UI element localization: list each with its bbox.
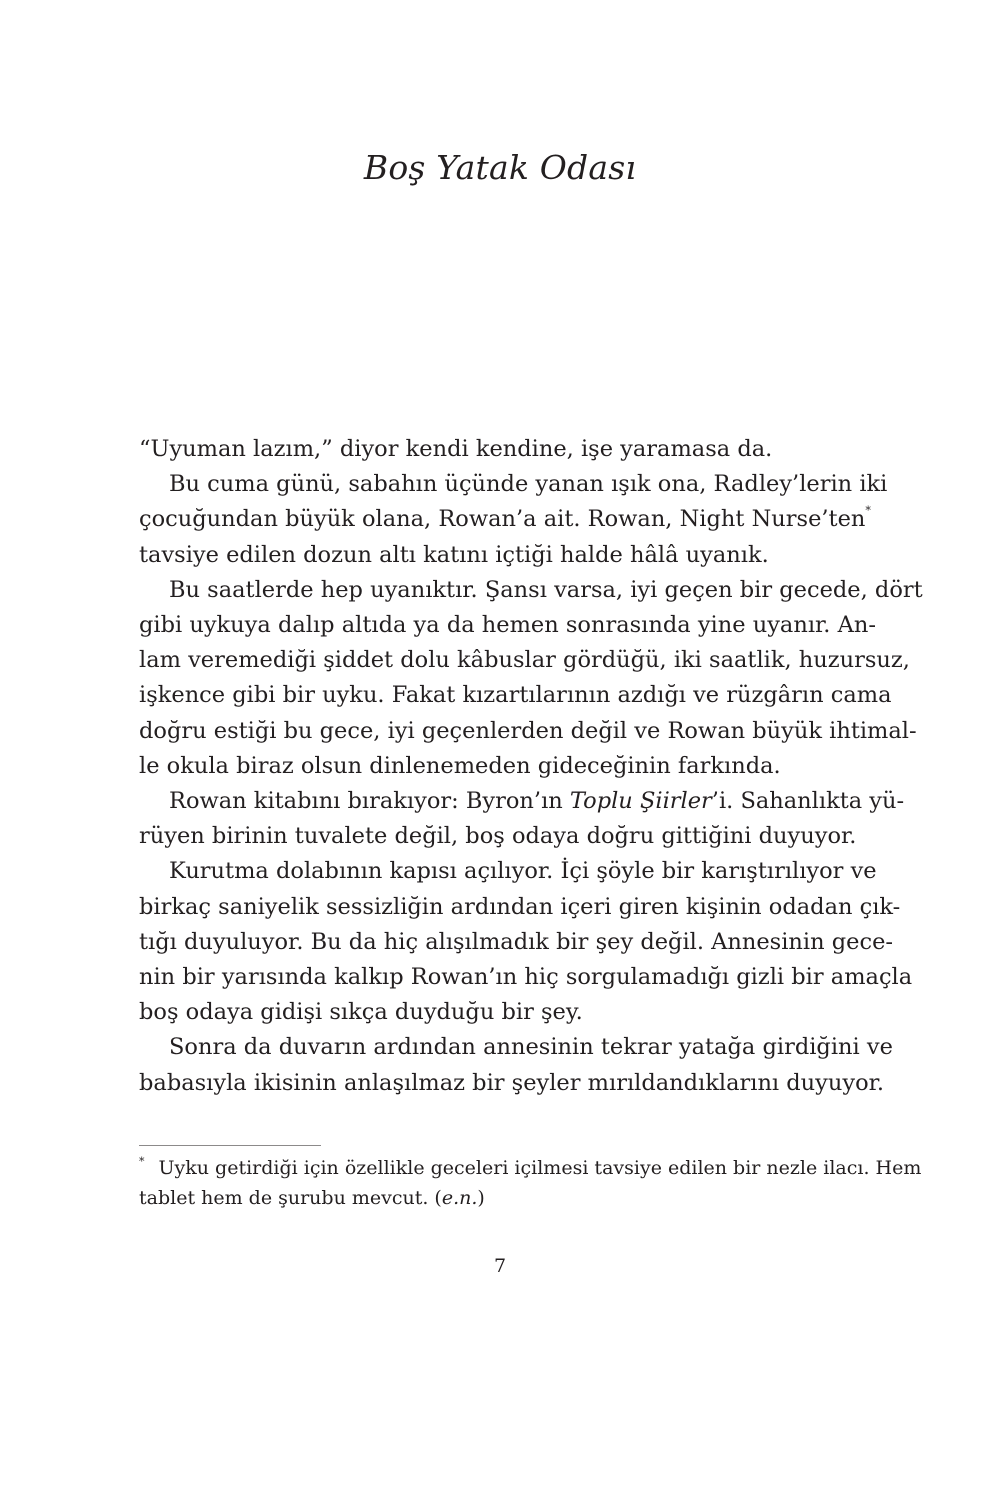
text-line: Kurutma dolabının kapısı açılıyor. İçi şöyle bir karıştırılıyor ve <box>169 858 877 885</box>
page-number: 7 <box>493 1255 507 1277</box>
text-line: “Uyuman lazım,” diyor kendi kendine, işe yaramasa da. <box>139 436 773 462</box>
text-segment: Rowan kitabını bırakıyor: Byron’ın <box>169 788 570 815</box>
paragraph-3 <box>139 573 923 784</box>
paragraph-2 <box>139 467 888 573</box>
text-line <box>139 502 871 537</box>
book-title: Toplu Şiirler <box>569 788 712 815</box>
text-line: tığı duyuluyor. Bu da hiç alışılmadık bir şey değil. Annesinin gece- <box>139 928 893 955</box>
paragraph-5 <box>139 854 913 1030</box>
text-line: boş odaya gidişi sıkça duyduğu bir şey. <box>139 999 583 1026</box>
text-line: işkence gibi bir uyku. Fakat kızartılarının azdığı ve rüzgârın cama <box>139 682 892 709</box>
text-segment: ) <box>477 1187 485 1209</box>
text-line: babasıyla ikisinin anlaşılmaz bir şeyler mırıldandıklarını duyuyor. <box>139 1069 885 1096</box>
footnote-marker: * <box>139 1155 145 1168</box>
text-segment: çocuğundan büyük olana, Rowan’a ait. Rowan, Night Nurse’ten <box>139 506 866 533</box>
text-line: doğru estiği bu gece, iyi geçenlerden değil ve Rowan büyük ihtimal- <box>139 717 917 744</box>
paragraph-4 <box>139 784 905 854</box>
text-line: lam veremediği şiddet dolu kâbuslar gördüğü, iki saatlik, huzursuz, <box>139 647 910 674</box>
text-line: nin bir yarısında kalkıp Rowan’ın hiç sorgulamadığı gizli bir amaçla <box>139 964 913 991</box>
text-segment: ’i. Sahanlıkta yü- <box>711 788 905 815</box>
chapter-title: Boş Yatak Odası <box>363 148 637 187</box>
text-line: birkaç saniyelik sessizliğin ardından içeri giren kişinin odadan çık- <box>139 893 901 920</box>
editor-note-abbreviation: e.n. <box>441 1187 478 1209</box>
text-line <box>139 1183 864 1213</box>
text-line <box>139 1153 922 1183</box>
footnote-reference: * <box>865 504 871 518</box>
text-segment: tablet hem de şurubu mevcut. ( <box>139 1187 442 1209</box>
text-line: Bu cuma günü, sabahın üçünde yanan ışık ona, Radley’lerin iki <box>169 471 888 498</box>
paragraph-6 <box>139 1030 893 1100</box>
text-line: Sonra da duvarın ardından annesinin tekrar yatağa girdiğini ve <box>169 1034 893 1061</box>
text-line: le okula biraz olsun dinlenemeden gideceğinin farkında. <box>139 752 781 779</box>
text-line: Bu saatlerde hep uyanıktır. Şansı varsa, iyi geçen bir gecede, dört <box>169 576 923 603</box>
body-text <box>139 432 923 1101</box>
text-segment: Uyku getirdiği için özellikle geceleri içilmesi tavsiye edilen bir nezle ilacı. Hem <box>158 1157 922 1179</box>
text-line: gibi uykuya dalıp altıda ya da hemen sonrasında yine uyanır. An- <box>139 612 876 639</box>
footnote-divider <box>139 1145 321 1146</box>
text-line: tavsiye edilen dozun altı katını içtiği halde hâlâ uyanık. <box>139 541 769 568</box>
text-line: rüyen birinin tuvalete değil, boş odaya doğru gittiğini duyuyor. <box>139 823 857 850</box>
paragraph-1 <box>139 432 864 467</box>
footnote <box>139 1153 922 1213</box>
text-line <box>139 784 905 819</box>
